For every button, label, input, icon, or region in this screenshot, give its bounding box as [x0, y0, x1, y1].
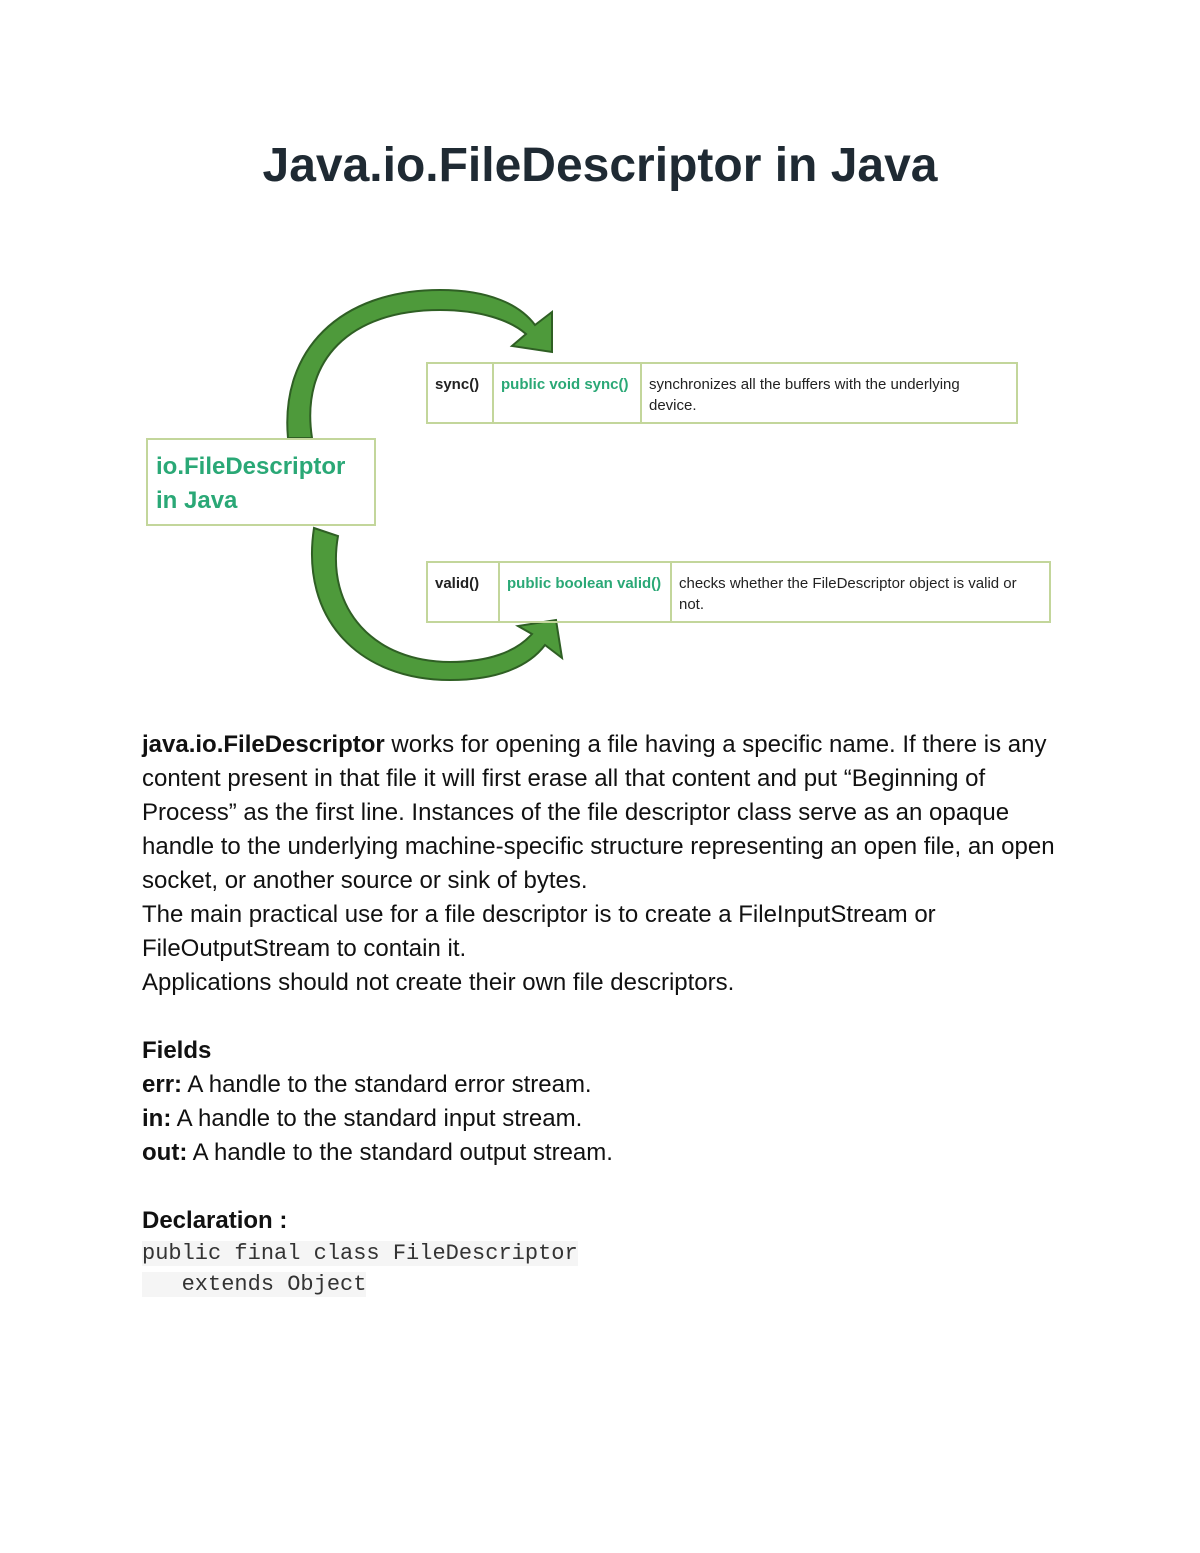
field-item [142, 1068, 1072, 1102]
field-text: A handle to the standard input stream. [171, 1105, 583, 1132]
intro-text: works for opening a file having a specific name. If there is any content present in that file it will first erase all that content and put “Beginning of Process” as the first line. Instances of the file descriptor class serve as an opaque handle to the underlying machine-specific structure representing an open file, an open socket, or another source or sink of bytes. [142, 731, 1055, 894]
method-signature: public void sync() [492, 364, 640, 422]
file-descriptor-diagram [0, 280, 1200, 700]
root-class-label-line2: in Java [156, 487, 238, 514]
method-row-sync [426, 362, 1018, 424]
method-description: checks whether the FileDescriptor object is valid or not. [670, 563, 1049, 621]
method-name: valid() [435, 575, 480, 592]
advice-paragraph: Applications should not create their own file descriptors. [142, 969, 735, 996]
field-text: A handle to the standard output stream. [187, 1139, 613, 1166]
article-body [142, 728, 1072, 1300]
field-text: A handle to the standard error stream. [182, 1071, 592, 1098]
field-item [142, 1102, 1072, 1136]
field-name: in: [142, 1105, 172, 1132]
root-class-box [146, 438, 376, 526]
code-line-1: public final class FileDescriptor [142, 1241, 578, 1266]
field-name: err: [142, 1071, 183, 1098]
field-item [142, 1136, 1072, 1170]
method-row-valid [426, 561, 1051, 623]
usage-paragraph: The main practical use for a file descriptor is to create a FileInputStream or FileOutputStream to contain it. [142, 901, 936, 962]
declaration-code [142, 1238, 1072, 1300]
root-class-label-line1: io.FileDescriptor [156, 453, 346, 480]
method-name: sync() [435, 376, 480, 393]
intro-paragraph [142, 728, 1072, 898]
declaration-heading: Declaration : [142, 1207, 288, 1234]
intro-term: java.io.FileDescriptor [142, 731, 385, 758]
page-title: Java.io.FileDescriptor in Java [262, 139, 938, 192]
method-signature: public boolean valid() [498, 563, 670, 621]
fields-heading: Fields [142, 1037, 212, 1064]
field-name: out: [142, 1139, 188, 1166]
code-line-2: extends Object [142, 1272, 367, 1297]
method-description: synchronizes all the buffers with the underlying device. [640, 364, 1016, 422]
